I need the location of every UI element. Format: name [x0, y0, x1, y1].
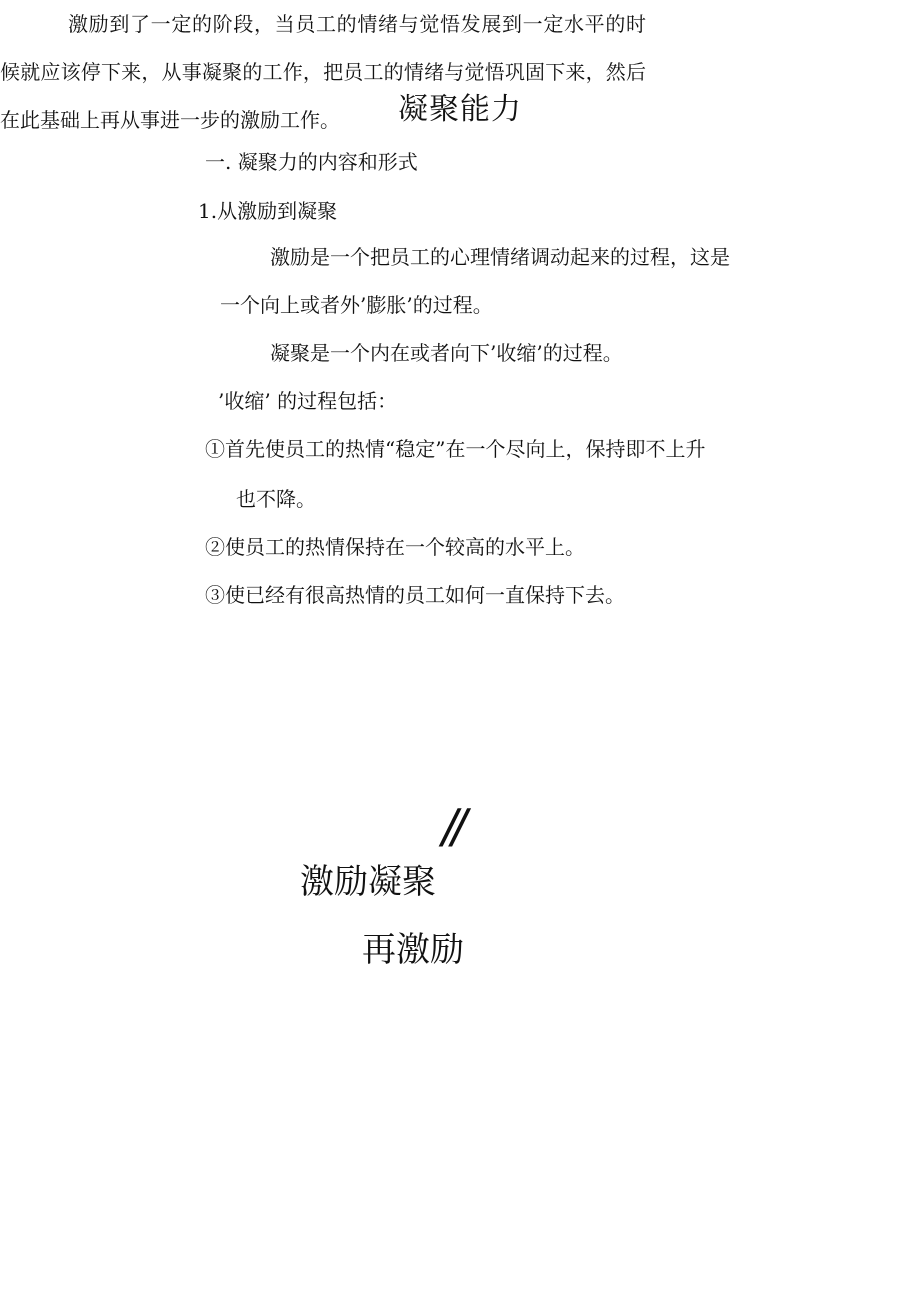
- list-item-3: ③使已经有很高热情的员工如何一直保持下去。: [205, 583, 625, 607]
- section-heading: 一. 凝聚力的内容和形式: [205, 150, 418, 174]
- list-item-2: ②使员工的热情保持在一个较高的水平上。: [205, 535, 585, 559]
- diagram-label-motivation-cohesion: 激励凝聚: [300, 862, 436, 902]
- slash-mark: //: [442, 799, 461, 853]
- motivation-text-line2: 一个向上或者外’膨胀’的过程。: [220, 293, 493, 317]
- conclusion-paragraph: 激励到了一定的阶段，当员工的情绪与觉悟发展到一定水平的时候就应该停下来，从事凝聚的工作，把员工的情绪与觉悟巩固下来，然后在此基础上再从事进一步的激励工作。: [0, 12, 646, 132]
- list-item-1-line2: 也不降。: [236, 487, 316, 511]
- cohesion-definition: 凝聚是一个内在或者向下’收缩’的过程。: [270, 341, 623, 365]
- subsection-heading: 1.从激励到凝聚: [198, 199, 338, 223]
- document-title: 凝聚能力: [398, 92, 522, 127]
- list-item-1-line1: ①首先使员工的热情“稳定”在一个尽向上，保持即不上升: [205, 437, 706, 461]
- motivation-text-line1: 激励是一个把员工的心理情绪调动起来的过程，这是: [270, 245, 730, 269]
- diagram-label-remotivation: 再激励: [362, 930, 464, 970]
- contraction-intro: ’收缩’ 的过程包括：: [218, 389, 398, 413]
